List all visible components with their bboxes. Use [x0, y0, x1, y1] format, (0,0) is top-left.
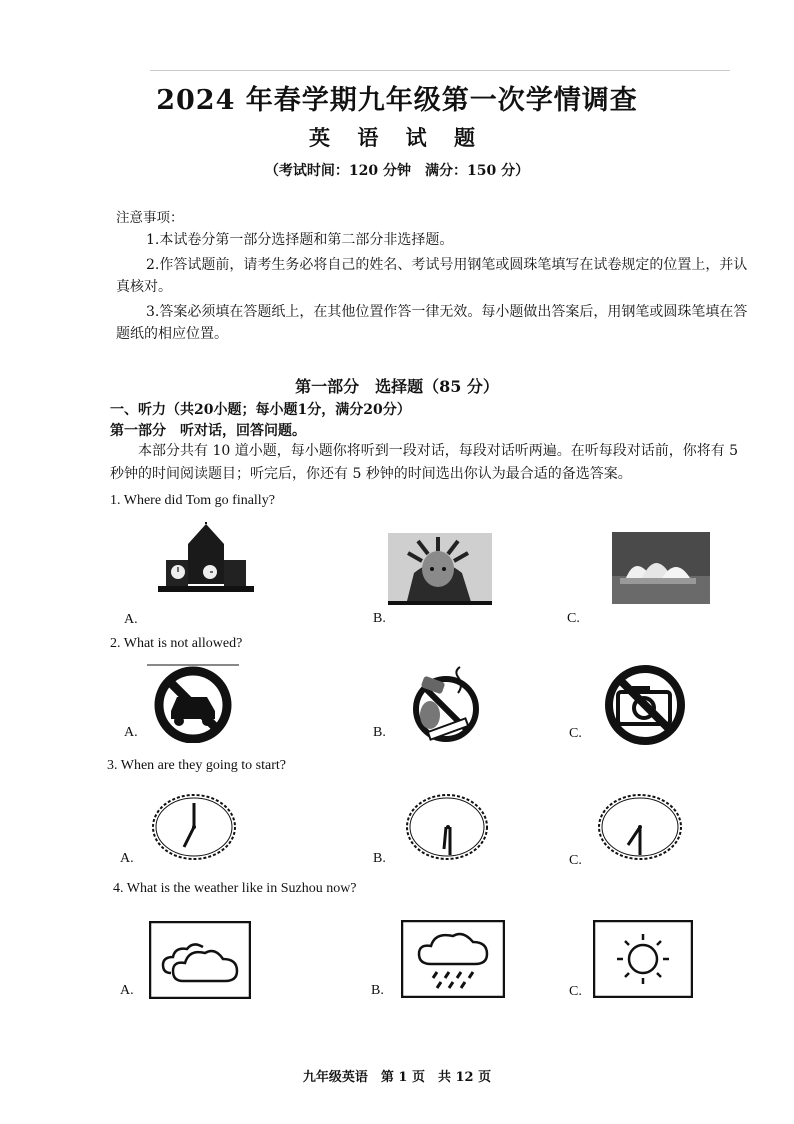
- no-cars-icon: [145, 663, 241, 743]
- note-item-2: 2.作答试题前，请考生务必将自己的姓名、考试号用钢笔或圆珠笔填写在试卷规定的位置上，并认真核对。: [116, 257, 748, 295]
- q2-option-b[interactable]: B.: [373, 725, 386, 740]
- q4-option-a[interactable]: A.: [120, 983, 134, 998]
- q1-option-c[interactable]: C.: [567, 611, 580, 626]
- listening-heading: 一、听力（共20小题；每小题1分，满分20分）: [110, 402, 411, 418]
- page-footer: 九年级英语 第 1 页 共 12 页: [302, 1070, 492, 1085]
- sydney-opera-house-icon: [612, 532, 710, 604]
- rainy-icon: [401, 920, 505, 998]
- q4-option-b[interactable]: B.: [371, 983, 384, 998]
- clock-seven-thirty-icon: [596, 793, 684, 861]
- question-4: 4. What is the weather like in Suzhou now?: [113, 881, 357, 896]
- note-item-1: 1.本试卷分第一部分选择题和第二部分非选择题。: [146, 232, 454, 248]
- exam-meta: （考试时间：120 分钟 满分：150 分）: [264, 163, 530, 179]
- instructions: 本部分共有 10 道小题，每小题你将听到一段对话，每段对话听两遍。在听每段对话前，你将有 5 秒钟的时间阅读题目；听完后，你还有 5 秒钟的时间选出你认为最合适的备选答案。: [110, 443, 739, 482]
- clock-six-thirty-icon: [404, 793, 490, 861]
- part-one-title: 第一部分 选择题（85 分）: [295, 377, 499, 396]
- no-smoking-icon: [398, 665, 490, 747]
- notes-heading: 注意事项：: [116, 210, 184, 226]
- exam-subject: 英 语 试 题: [309, 125, 485, 150]
- q3-option-b[interactable]: B.: [373, 851, 386, 866]
- q4-option-c[interactable]: C.: [569, 984, 582, 999]
- question-1: 1. Where did Tom go finally?: [110, 493, 275, 508]
- cloudy-icon: [149, 921, 251, 999]
- scan-edge-line: [150, 70, 730, 71]
- sub-part-heading: 第一部分 听对话，回答问题。: [110, 423, 306, 439]
- clock-seven-icon: [150, 793, 240, 861]
- question-3: 3. When are they going to start?: [107, 758, 286, 773]
- sunny-icon: [593, 920, 693, 998]
- q2-option-c[interactable]: C.: [569, 726, 582, 741]
- q1-option-b[interactable]: B.: [373, 611, 386, 626]
- q3-option-c[interactable]: C.: [569, 853, 582, 868]
- no-photos-icon: [598, 664, 692, 746]
- exam-title: 2024 年春学期九年级第一次学情调查: [156, 85, 638, 116]
- note-item-3: 3.答案必须填在答题纸上，在其他位置作答一律无效。每小题做出答案后，用钢笔或圆珠笔填在答题纸的相应位置。: [116, 304, 748, 342]
- question-2: 2. What is not allowed?: [110, 636, 243, 651]
- q1-option-a[interactable]: A.: [124, 612, 138, 627]
- statue-of-liberty-icon: [388, 533, 492, 605]
- q2-option-a[interactable]: A.: [124, 725, 138, 740]
- big-ben-icon: [158, 522, 254, 598]
- q3-option-a[interactable]: A.: [120, 851, 134, 866]
